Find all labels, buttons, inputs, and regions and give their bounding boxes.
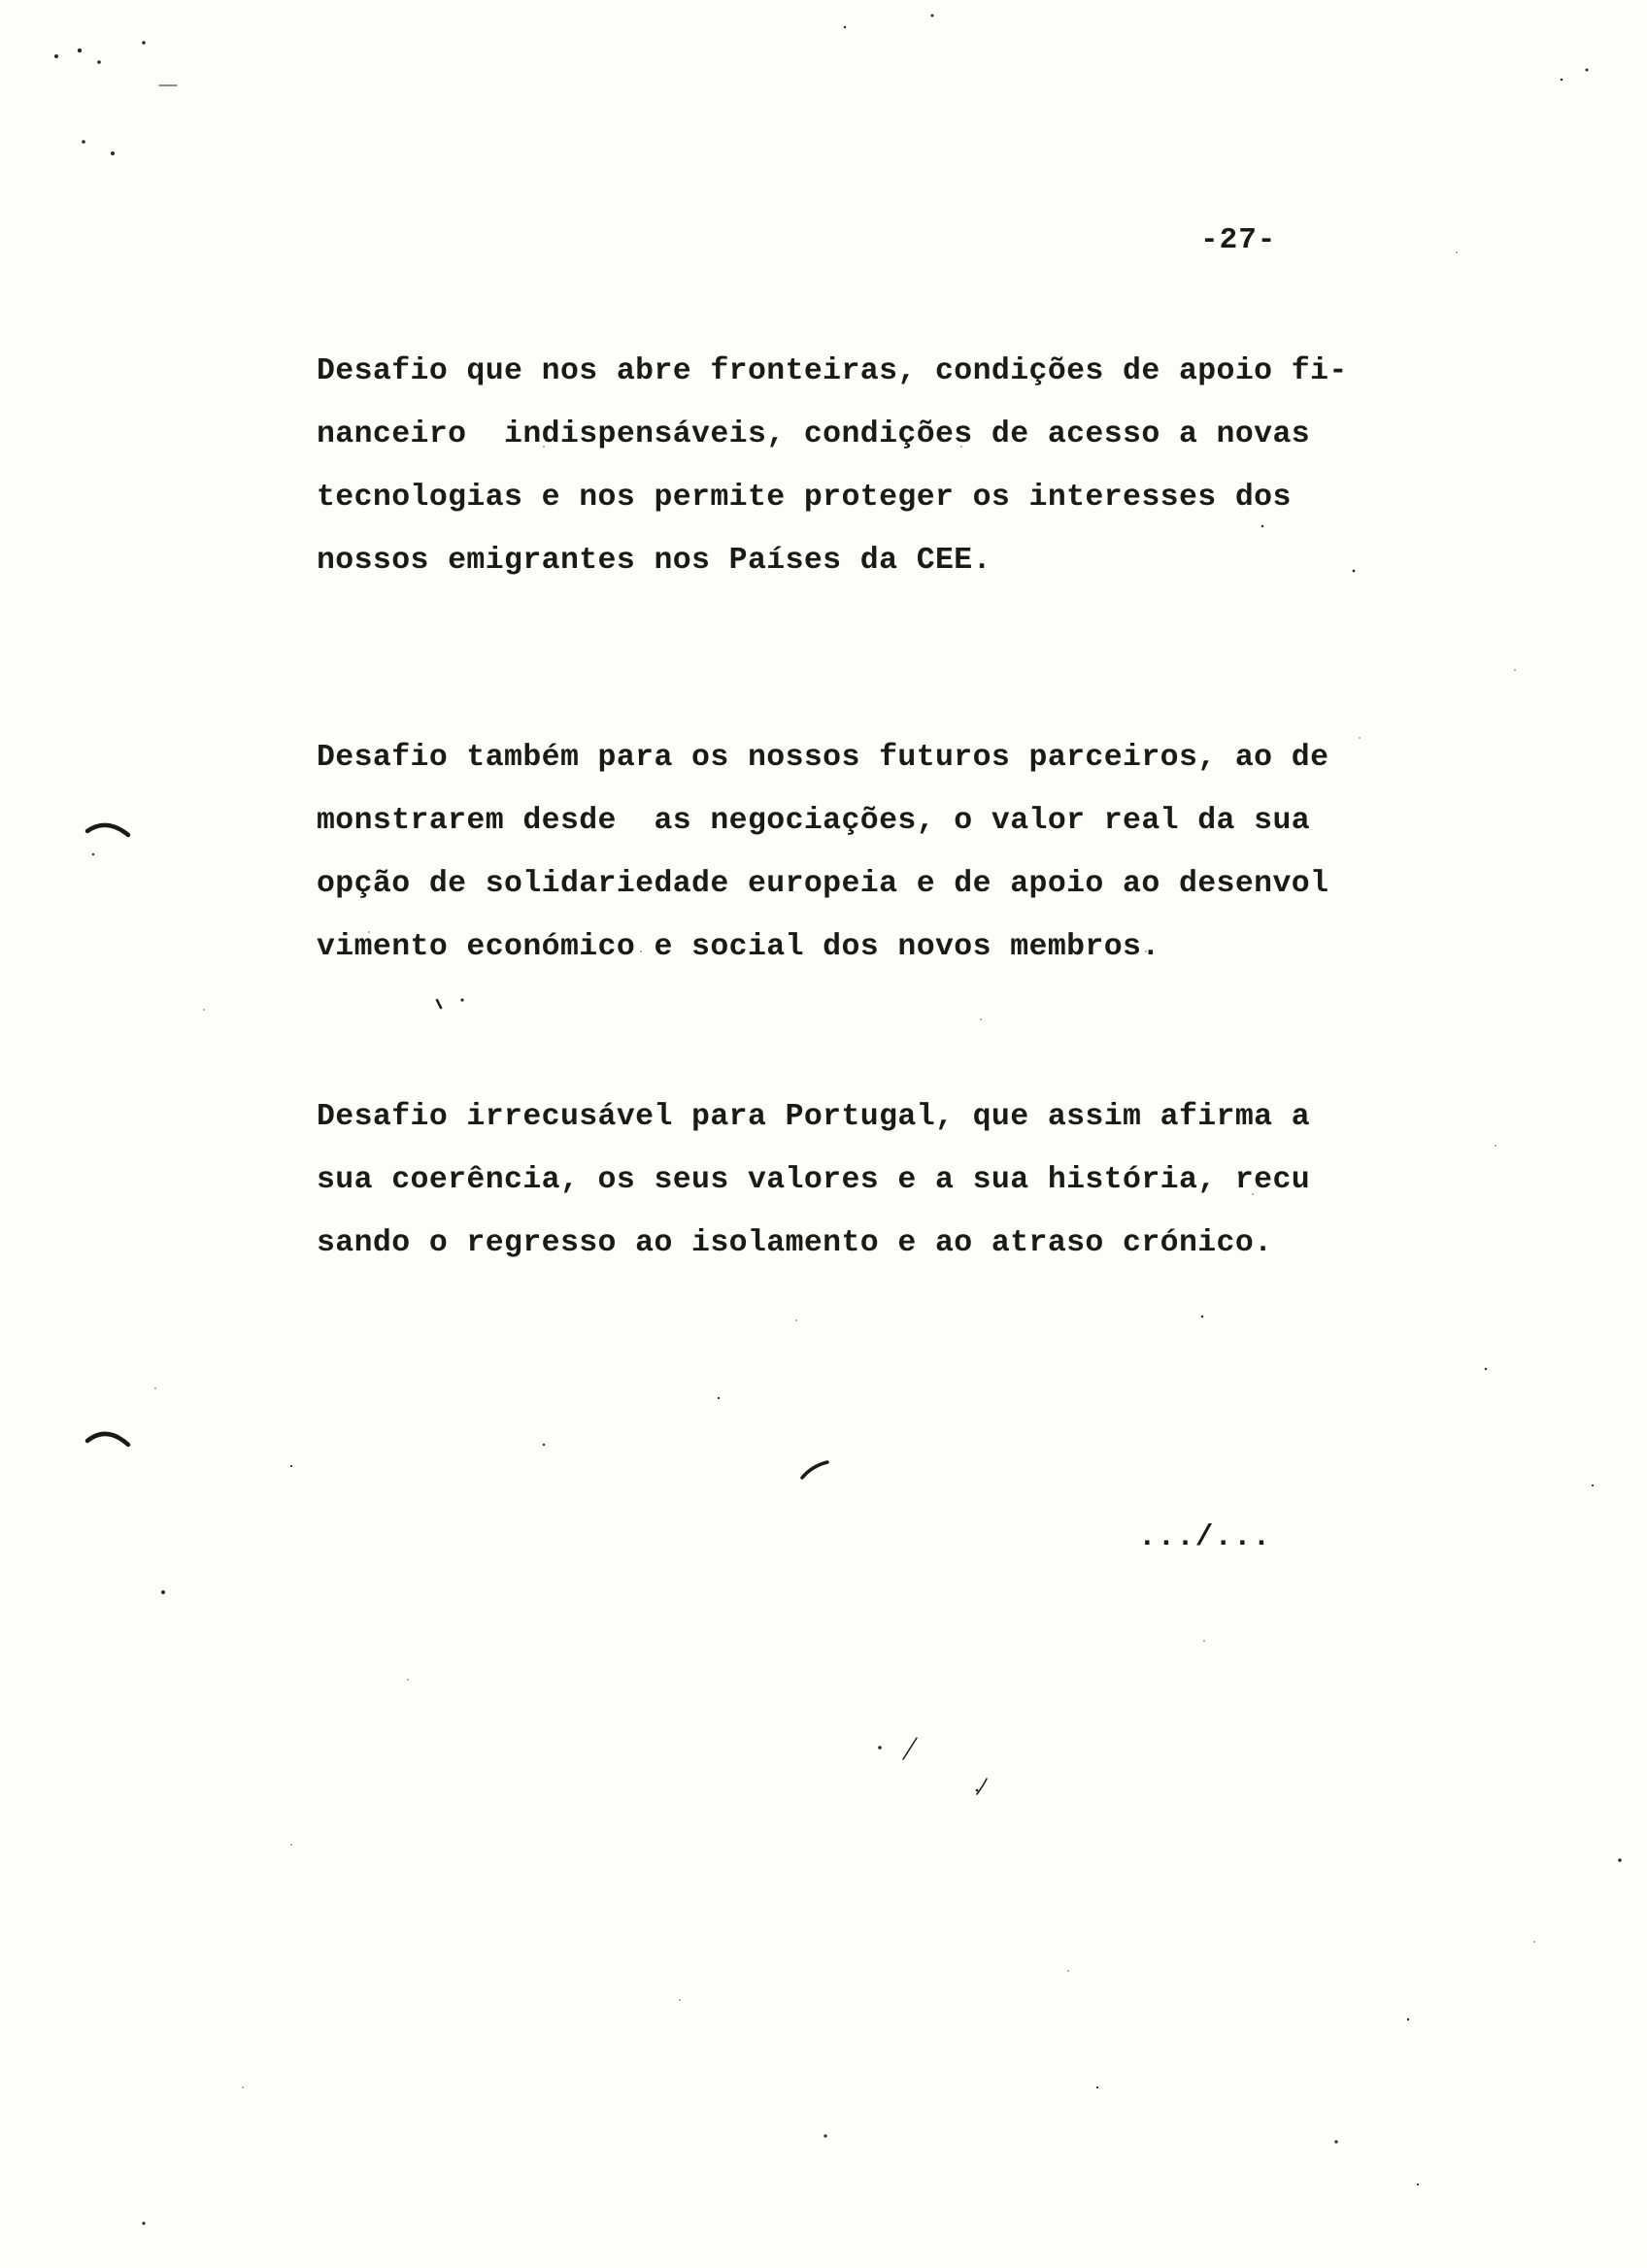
text-line: sua coerência, os seus valores e a sua história, recu xyxy=(317,1163,1311,1197)
text-line: nossos emigrantes nos Países da CEE. xyxy=(317,544,992,578)
text-line: vimento económico e social dos novos membros. xyxy=(317,930,1160,964)
text-line: Desafio que nos abre fronteiras, condições de apoio fi- xyxy=(317,354,1348,388)
text-line: Desafio irrecusável para Portugal, que assim afirma a xyxy=(317,1100,1311,1134)
text-line: monstrarem desde as negociações, o valor real da sua xyxy=(317,804,1311,838)
text-line: sando o regresso ao isolamento e ao atraso crónico. xyxy=(317,1226,1273,1260)
paragraph-1 xyxy=(317,340,1433,592)
text-line: Desafio também para os nossos futuros parceiros, ao de xyxy=(317,741,1329,775)
continuation-mark: .../... xyxy=(1138,1520,1272,1554)
paragraph-2 xyxy=(317,726,1433,979)
paragraph-3 xyxy=(317,1085,1433,1275)
text-line: opção de solidariedade europeia e de apoio ao desenvol xyxy=(317,867,1329,901)
page-number: -27- xyxy=(1200,223,1277,257)
text-line: tecnologias e nos permite proteger os interesses dos xyxy=(317,481,1292,515)
text-line: nanceiro indispensáveis, condições de acesso a novas xyxy=(317,417,1311,451)
